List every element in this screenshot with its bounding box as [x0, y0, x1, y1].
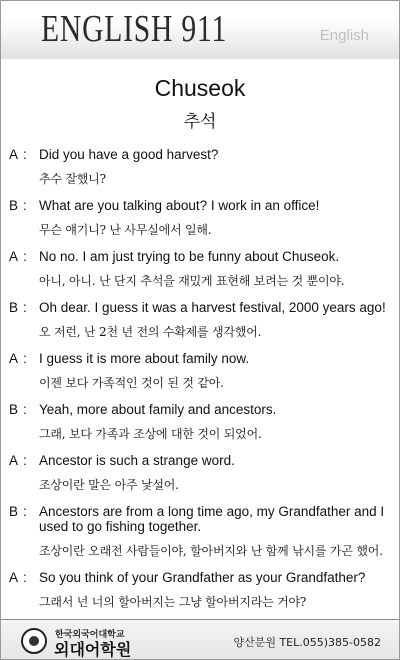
separator: : — [23, 300, 27, 315]
school-name: 외대어학원 — [54, 640, 132, 659]
english-line: Did you have a good harvest? — [39, 147, 219, 162]
speaker-label: A — [9, 147, 19, 162]
page-title: Chuseok — [154, 75, 246, 101]
separator: : — [23, 402, 27, 417]
separator: : — [23, 504, 27, 519]
separator: : — [23, 453, 27, 468]
dialogue-item — [9, 570, 393, 611]
english-line: No no. I am just trying to be funny about Chuseok. — [39, 249, 340, 264]
korean-line: 그래, 보다 가족과 조상에 대한 것이 되었어. — [39, 427, 262, 441]
korean-line: 이젠 보다 가족적인 것이 된 것 같아. — [39, 376, 224, 390]
english-line: I guess it is more about family now. — [39, 351, 250, 366]
separator: : — [23, 570, 27, 585]
speaker-label: A — [9, 351, 19, 366]
korean-line: 조상이란 말은 아주 낯설어. — [39, 478, 179, 492]
english-line: Ancestor is such a strange word. — [39, 453, 235, 468]
korean-line: 그래서 넌 너의 할아버지는 그냥 할아버지라는 거야? — [39, 595, 307, 609]
english-line: Ancestors are from a long time ago, my Grandfather and I used to go fishing together. — [39, 504, 385, 534]
dialogue-item — [9, 351, 393, 392]
separator: : — [23, 351, 27, 366]
contact-info: 양산분원 TEL.055)385-0582 — [233, 636, 381, 649]
english-line: Oh dear. I guess it was a harvest festival, 2000 years ago! — [39, 300, 386, 315]
separator: : — [23, 198, 27, 213]
english-line: So you think of your Grandfather as your Grandfather? — [39, 570, 366, 585]
dialogue-item — [9, 249, 393, 290]
english-line: What are you talking about? I work in an office! — [39, 198, 320, 213]
korean-line: 조상이란 오래전 사람들이야, 할아버지와 난 함께 낚시를 가곤 했어. — [39, 544, 383, 558]
dialogue — [9, 147, 393, 621]
dialogue-item — [9, 402, 393, 443]
korean-line: 추수 잘했니? — [39, 172, 106, 186]
speaker-label: A — [9, 453, 19, 468]
separator: : — [23, 249, 27, 264]
dialogue-item — [9, 300, 393, 341]
footer — [1, 619, 399, 659]
korean-line: 무슨 얘기니? 난 사무실에서 일해. — [39, 223, 212, 237]
speaker-label: A — [9, 249, 19, 264]
speaker-label: B — [9, 504, 19, 519]
header-banner — [1, 1, 399, 59]
dialogue-item — [9, 453, 393, 494]
dialogue-item — [9, 504, 393, 560]
speaker-label: B — [9, 402, 19, 417]
speaker-label: B — [9, 198, 19, 213]
brand-title: ENGLISH 911 — [41, 8, 228, 50]
school-logo-icon — [21, 628, 47, 654]
separator: : — [23, 147, 27, 162]
school-name-small: 한국외국어대학교 — [55, 630, 125, 640]
speaker-label: A — [9, 570, 19, 585]
speaker-label: B — [9, 300, 19, 315]
language-tag: English — [319, 27, 369, 44]
korean-line: 아니, 아니. 난 단지 추석을 재밌게 표현해 보려는 것 뿐이야. — [39, 274, 345, 288]
dialogue-item — [9, 147, 393, 188]
korean-line: 오 저런, 난 2천 년 전의 수확제를 생각했어. — [39, 325, 262, 339]
page-subtitle: 추석 — [183, 112, 217, 132]
english-line: Yeah, more about family and ancestors. — [39, 402, 277, 417]
dialogue-item — [9, 198, 393, 239]
